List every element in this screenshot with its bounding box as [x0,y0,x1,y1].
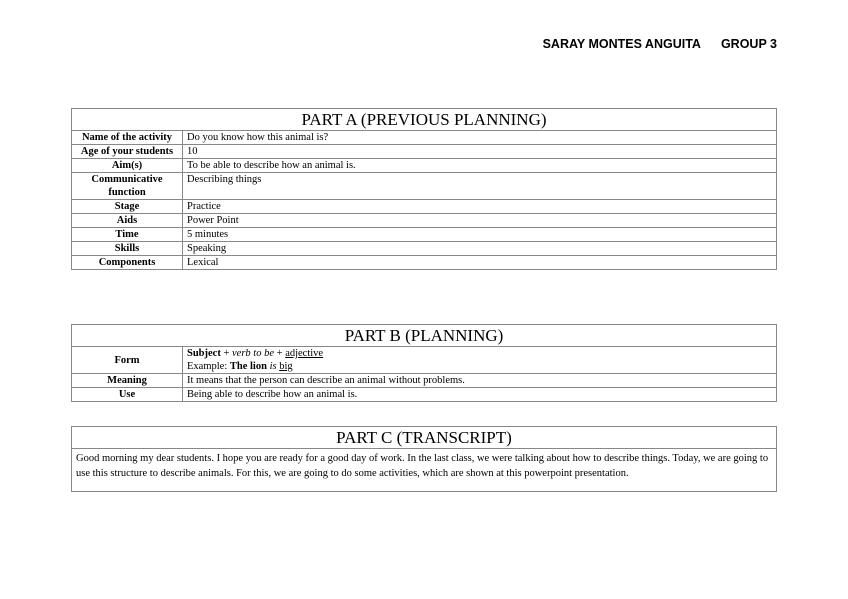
table-row [72,145,777,159]
part-c-title: PART C (TRANSCRIPT) [72,427,777,449]
row-label: Skills [72,242,183,256]
table-row [72,388,777,402]
row-label: Components [72,256,183,270]
row-value: Practice [183,200,777,214]
row-label: Time [72,228,183,242]
meaning-label: Meaning [72,374,183,388]
form-label: Form [72,347,183,374]
form-value [183,347,777,374]
row-value: Power Point [183,214,777,228]
subject-text: Subject [187,348,221,359]
page-header [543,37,777,51]
table-row [72,131,777,145]
row-label: Age of your students [72,145,183,159]
table-row [72,347,777,374]
verb-text: verb to be [232,348,275,359]
use-label: Use [72,388,183,402]
part-c-table [71,426,777,492]
row-value: Speaking [183,242,777,256]
example-subject: The lion [229,361,267,372]
form-example [187,360,772,373]
table-row [72,200,777,214]
row-value: Do you know how this animal is? [183,131,777,145]
row-label: Name of the activity [72,131,183,145]
table-row [72,214,777,228]
part-a-table [71,108,777,270]
example-adjective: big [279,361,293,372]
table-row [72,173,777,200]
group-label: GROUP 3 [720,37,777,51]
form-structure [187,347,772,360]
plus-sign: + [220,348,233,359]
adjective-text: adjective [285,348,324,359]
table-row [72,242,777,256]
example-verb: is [269,361,277,372]
transcript-text: Good morning my dear students. I hope you are ready for a good day of work. In the last class, we were talking about how to describe things. Today, we are going to use this structure to describe animals. For this, we are going to do some activities, which are shown at this powerpoint presentation. [72,449,777,492]
row-value: 10 [183,145,777,159]
row-label: Stage [72,200,183,214]
table-row [72,374,777,388]
table-row [72,228,777,242]
part-a-title: PART A (PREVIOUS PLANNING) [72,109,777,131]
table-row [72,256,777,270]
meaning-value: It means that the person can describe an animal without problems. [183,374,777,388]
table-row [72,159,777,173]
row-value: 5 minutes [183,228,777,242]
row-label: Aim(s) [72,159,183,173]
row-label: Communicative function [72,173,183,200]
plus-sign: + [274,348,286,359]
row-value: Lexical [183,256,777,270]
row-label: Aids [72,214,183,228]
example-prefix: Example: [187,361,230,372]
part-b-table [71,324,777,402]
row-value: Describing things [183,173,777,200]
row-value: To be able to describe how an animal is. [183,159,777,173]
part-b-title: PART B (PLANNING) [72,325,777,347]
use-value: Being able to describe how an animal is. [183,388,777,402]
author-name: SARAY MONTES ANGUITA [542,37,701,51]
